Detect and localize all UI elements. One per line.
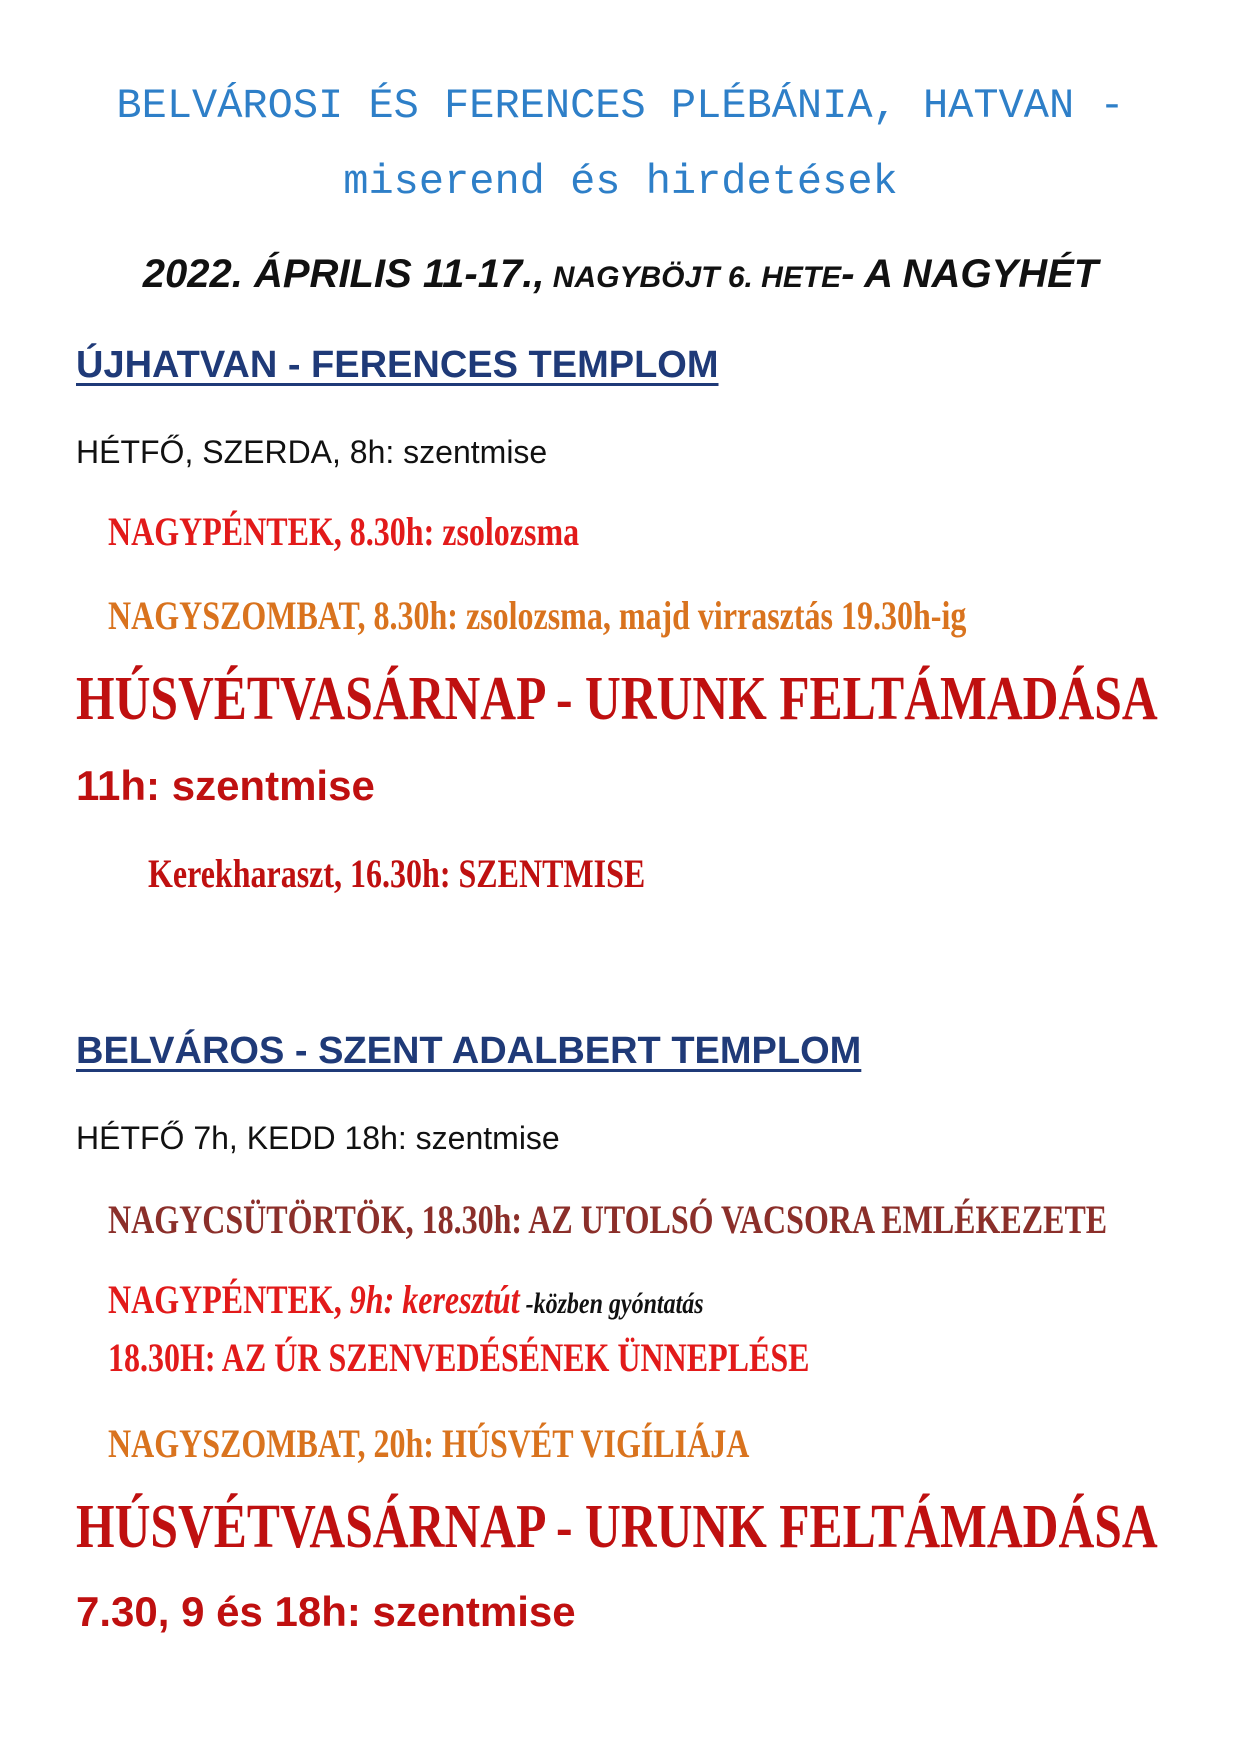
date-range: 2022. ÁPRILIS 11-17., [142, 252, 545, 296]
section-ujhatvan-title: ÚJHATVAN - FERENCES TEMPLOM [76, 344, 719, 386]
good-friday-label: NAGYPÉNTEK, [108, 1277, 350, 1322]
header-subtitle: miserend és hirdetések [343, 158, 898, 206]
date-line [0, 252, 1241, 297]
section-belvaros-holy-saturday: NAGYSZOMBAT, 20h: HÚSVÉT VIGÍLIÁJA [108, 1421, 750, 1466]
section-belvaros-easter-mass: 7.30, 9 és 18h: szentmise [76, 1588, 576, 1635]
section-ujhatvan-easter-mass: 11h: szentmise [76, 762, 375, 809]
section-ujhatvan-kerekharaszt: Kerekharaszt, 16.30h: SZENTMISE [148, 851, 646, 896]
section-belvaros-holy-thursday: NAGYCSÜTÖRTÖK, 18.30h: AZ UTOLSÓ VACSORA EMLÉKEZETE [108, 1197, 1108, 1242]
section-ujhatvan-weekday: HÉTFŐ, SZERDA, 8h: szentmise [76, 434, 548, 470]
section-belvaros-easter-title: HÚSVÉTVASÁRNAP - URUNK FELTÁMADÁSA [76, 1493, 1158, 1561]
section-belvaros-good-friday-evening: 18.30H: AZ ÚR SZENVEDÉSÉNEK ÜNNEPLÉSE [108, 1335, 810, 1380]
section-belvaros-weekday: HÉTFŐ 7h, KEDD 18h: szentmise [76, 1120, 560, 1156]
section-ujhatvan-good-friday: NAGYPÉNTEK, 8.30h: zsolozsma [108, 509, 580, 554]
holy-week-label: - A NAGYHÉT [841, 252, 1099, 296]
section-ujhatvan-holy-saturday: NAGYSZOMBAT, 8.30h: zsolozsma, majd virrasztás 19.30h-ig [108, 593, 967, 638]
lent-week: NAGYBÖJT 6. HETE [544, 261, 842, 294]
good-friday-stations: 9h: keresztút [349, 1277, 520, 1322]
section-ujhatvan-easter-title: HÚSVÉTVASÁRNAP - URUNK FELTÁMADÁSA [76, 665, 1158, 733]
section-belvaros-good-friday [108, 1276, 704, 1323]
section-belvaros-title: BELVÁROS - SZENT ADALBERT TEMPLOM [76, 1030, 862, 1072]
header-title: BELVÁROSI ÉS FERENCES PLÉBÁNIA, HATVAN - [116, 82, 1125, 130]
good-friday-note: -közben gyóntatás [519, 1287, 704, 1320]
